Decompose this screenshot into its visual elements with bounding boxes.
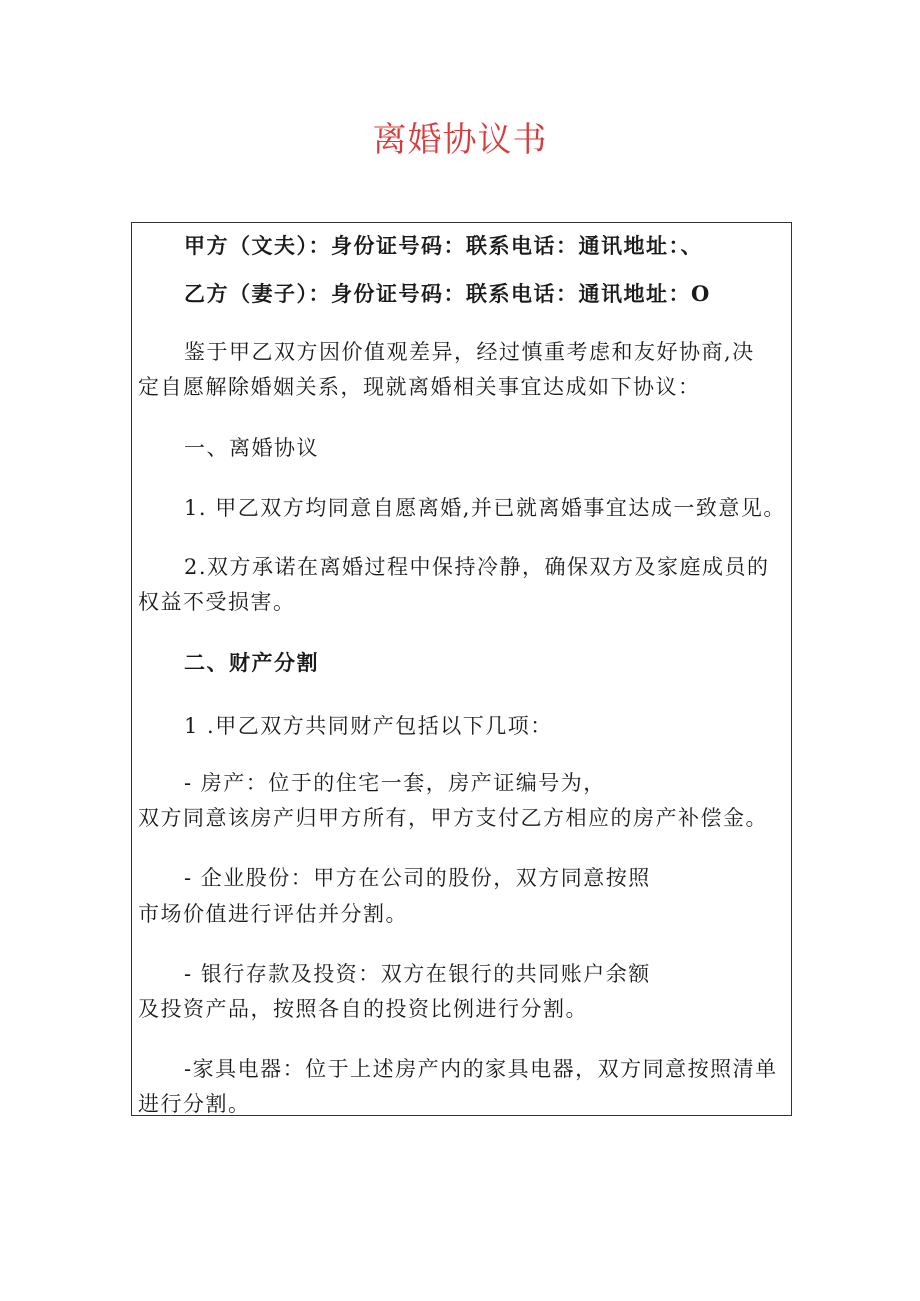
deposits-item-line-2: 及投资产品，按照各自的投资比例进行分割。 xyxy=(138,997,588,1021)
clause-1-2-line-1: 2.双方承诺在离婚过程中保持冷静，确保双方及家庭成员的 xyxy=(184,555,770,579)
preamble-line-2: 定自愿解除婚姻关系，现就离婚相关事宜达成如下协议： xyxy=(138,375,701,399)
document-title: 离婚协议书 xyxy=(372,120,548,160)
house-item-line-2: 双方同意该房产归甲方所有，甲方支付乙方相应的房产补偿金。 xyxy=(138,806,768,830)
agreement-frame xyxy=(131,222,792,1116)
section-2-heading: 二、财产分割 xyxy=(184,650,319,675)
furniture-item-line-1: -家具电器：位于上述房产内的家具电器，双方同意按照清单 xyxy=(184,1057,778,1081)
furniture-item-line-2: 进行分割。 xyxy=(138,1092,251,1116)
clause-2-1: 1 .甲乙双方共同财产包括以下几项： xyxy=(184,714,553,738)
deposits-item-line-1: - 银行存款及投资：双方在银行的共同账户余额 xyxy=(184,962,651,986)
clause-1-2-line-2: 权益不受损害。 xyxy=(138,590,296,614)
house-item-line-1: - 房产：位于的住宅一套，房产证编号为， xyxy=(184,771,606,795)
party-b-line: 乙方（妻子）：身份证号码：联系电话：通讯地址：O xyxy=(184,281,711,306)
section-1-heading: 一、离婚协议 xyxy=(184,436,319,460)
clause-1-1: 1. 甲乙双方均同意自愿离婚,并已就离婚事宜达成一致意见。 xyxy=(184,496,786,520)
party-a-line: 甲方（文夫）：身份证号码：联系电话：通讯地址：、 xyxy=(184,233,703,258)
shares-item-line-1: - 企业股份：甲方在公司的股份，双方同意按照 xyxy=(184,866,651,890)
shares-item-line-2: 市场价值进行评估并分割。 xyxy=(138,902,408,926)
preamble-line-1: 鉴于甲乙双方因价值观差异，经过慎重考虑和友好协商,决 xyxy=(184,340,755,364)
